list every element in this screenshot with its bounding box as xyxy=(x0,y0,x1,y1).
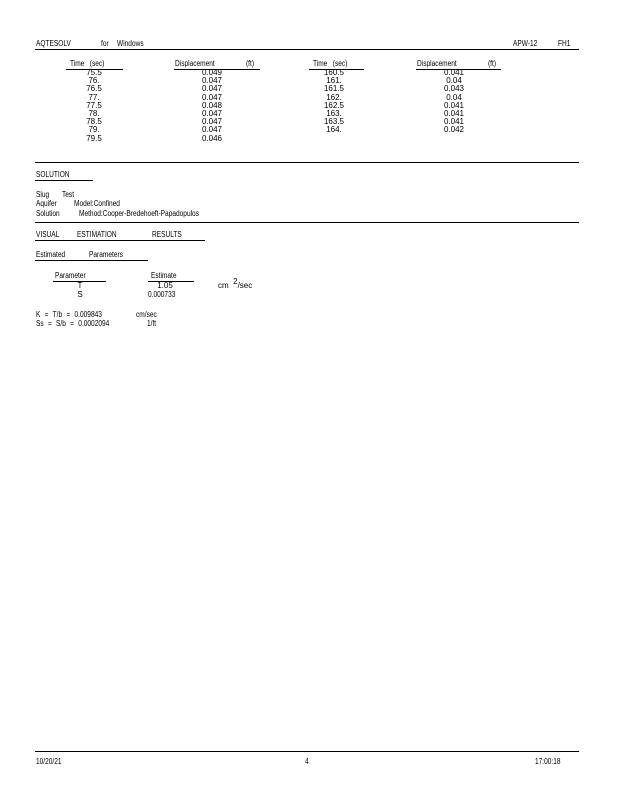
time-cell: 77. xyxy=(88,92,100,102)
estimated-word: Estimated xyxy=(36,250,66,259)
footer-page-number: 4 xyxy=(305,757,309,766)
aquifer-value: Model:Confined xyxy=(74,199,120,208)
footer-date: 10/20/21 xyxy=(36,757,62,766)
time-cell: 75.5 xyxy=(86,68,102,77)
time-cell: 161. xyxy=(326,76,342,86)
estimate-t-value: 1.05 xyxy=(157,281,173,290)
estimate-header: Estimate xyxy=(151,271,177,280)
well-id: APW-12 xyxy=(513,39,538,48)
estimate-s-value: 0.000733 xyxy=(148,290,176,299)
k-line: K = T/b = 0.009843 xyxy=(36,310,102,319)
displacement-cell: 0.047 xyxy=(201,125,223,135)
parameter-header: Parameter xyxy=(55,271,86,280)
displacement-cell: 0.047 xyxy=(201,117,223,127)
platform-label: Windows xyxy=(117,39,144,48)
footer-rule xyxy=(35,751,579,752)
time-cell: 79.5 xyxy=(86,133,102,143)
time-cell: 78. xyxy=(88,108,100,118)
estimate-t-unit: cm 2/sec xyxy=(218,277,253,290)
solution-label: Solution xyxy=(36,209,60,218)
results-word: RESULTS xyxy=(152,230,182,239)
test-id: FH1 xyxy=(558,39,571,48)
visual-underline xyxy=(35,240,205,241)
parameters-word: Parameters xyxy=(89,250,123,259)
left-disp-column xyxy=(192,69,232,143)
time-cell: 163. xyxy=(326,108,342,118)
solution-method: Method:Cooper-Bredehoeft-Papadopulos xyxy=(79,209,199,218)
time-cell: 76. xyxy=(88,76,100,86)
displacement-cell: 0.047 xyxy=(201,92,223,102)
left-disp-header: Displacement xyxy=(175,59,215,68)
displacement-cell: 0.041 xyxy=(443,117,465,127)
time-cell: 163.5 xyxy=(323,117,345,127)
slug-value: Test xyxy=(62,190,75,199)
displacement-cell: 0.041 xyxy=(443,108,465,118)
right-disp-column xyxy=(434,69,474,135)
displacement-cell: 0.048 xyxy=(201,100,223,110)
ss-line: Ss = S/b = 0.0002094 xyxy=(36,319,110,328)
left-time-column xyxy=(74,69,114,143)
for-label: for xyxy=(101,39,109,48)
left-time-header: Time (sec) xyxy=(70,59,105,68)
displacement-cell: 0.049 xyxy=(201,68,223,77)
estimation-word: ESTIMATION xyxy=(77,230,117,239)
right-time-header: Time (sec) xyxy=(313,59,348,68)
time-cell: 79. xyxy=(88,125,100,135)
time-cell: 160.5 xyxy=(323,68,345,77)
displacement-cell: 0.043 xyxy=(443,84,465,94)
time-cell: 164. xyxy=(326,125,342,135)
aquifer-label: Aquifer xyxy=(36,199,57,208)
time-cell: 77.5 xyxy=(86,100,102,110)
displacement-cell: 0.047 xyxy=(201,108,223,118)
estimated-underline xyxy=(35,260,148,261)
displacement-cell: 0.042 xyxy=(443,125,465,135)
param-t: T xyxy=(77,281,83,290)
displacement-cell: 0.041 xyxy=(443,100,465,110)
slug-label: Slug xyxy=(36,190,50,199)
ss-unit: 1/ft xyxy=(147,319,157,328)
k-unit: cm/sec xyxy=(136,310,157,319)
visual-word: VISUAL xyxy=(36,230,60,239)
header-rule xyxy=(35,49,579,50)
left-disp-unit: (ft) xyxy=(246,59,255,68)
right-disp-unit: (ft) xyxy=(488,59,497,68)
displacement-cell: 0.046 xyxy=(201,133,223,143)
solution-underline xyxy=(35,180,93,181)
app-name: AQTESOLV xyxy=(36,39,71,48)
time-cell: 162.5 xyxy=(323,100,345,110)
solution-bottom-rule xyxy=(35,222,579,223)
time-cell: 78.5 xyxy=(86,117,102,127)
param-s: S xyxy=(77,290,83,299)
displacement-cell: 0.04 xyxy=(446,92,462,102)
right-time-column xyxy=(314,69,354,135)
solution-heading: SOLUTION xyxy=(36,170,70,179)
displacement-cell: 0.047 xyxy=(201,84,223,94)
time-cell: 76.5 xyxy=(86,84,102,94)
displacement-cell: 0.04 xyxy=(446,76,462,86)
footer-time: 17:00:18 xyxy=(535,757,561,766)
right-disp-header: Displacement xyxy=(417,59,457,68)
table-bottom-rule xyxy=(35,162,579,163)
time-cell: 162. xyxy=(326,92,342,102)
time-cell: 161.5 xyxy=(323,84,345,94)
displacement-cell: 0.047 xyxy=(201,76,223,86)
displacement-cell: 0.041 xyxy=(443,68,465,77)
